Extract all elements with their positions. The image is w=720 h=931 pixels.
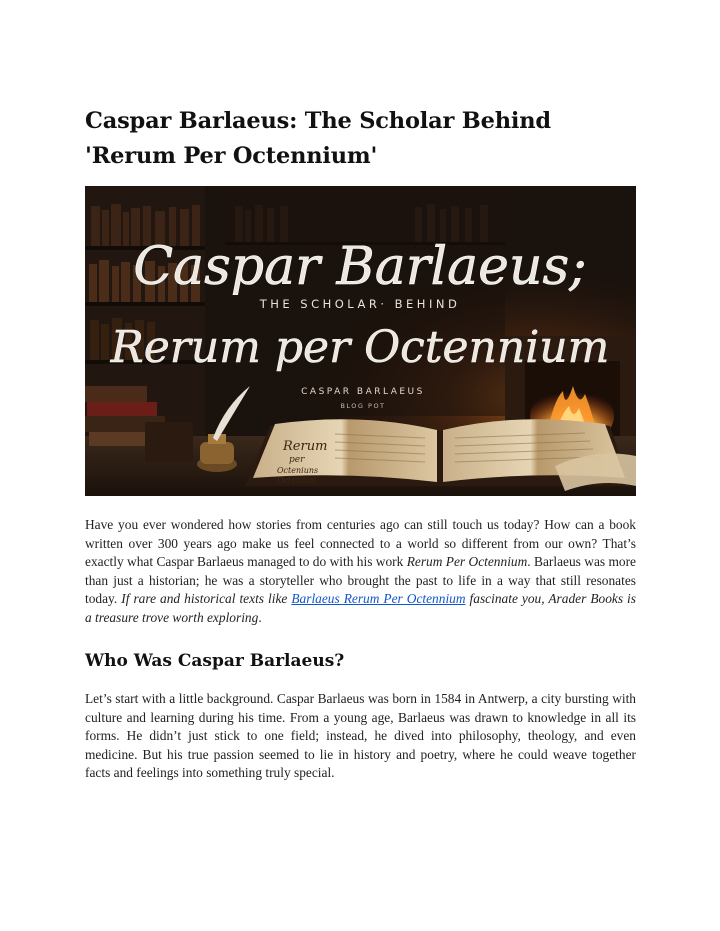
book-page-word-1: Rerum <box>283 439 328 454</box>
hero-subtitle: THE SCHOLAR· BEHIND <box>259 297 461 311</box>
hero-blog-caption: BLOG POT <box>340 402 386 410</box>
intro-end: . <box>258 609 262 625</box>
article <box>85 104 636 783</box>
intro-text-1: Have you ever wondered how stories from centuries ago can still touch us today? How can a book written over 300 years ago make us feel connected to a world so different from our own? That’s exactly what Caspar Barlaeus managed to do with his work <box>85 517 636 569</box>
book-page-word-4: Octenium <box>277 476 317 485</box>
barlaeus-rerum-link[interactable]: Barlaeus Rerum Per Octennium <box>291 591 466 606</box>
hero-script-line-1: Caspar Barlaeus; <box>133 237 587 297</box>
intro-text-2: . Barlaeus was more than just a historian; he was a storyteller who brought the past to life in a way that still resonates today. <box>85 554 637 606</box>
hero-image <box>85 186 636 496</box>
article-title: Caspar Barlaeus: The Scholar Behind 'Rerum Per Octennium' <box>85 108 551 169</box>
book-page-word-3: Octeniuns <box>277 466 319 475</box>
hero-author-caption: CASPAR BARLAEUS <box>301 387 425 397</box>
section-paragraph: Let’s start with a little background. Caspar Barlaeus was born in 1584 in Antwerp, a city bursting with culture and learning during his time. From a young age, Barlaeus was drawn to knowledge in all its forms. He didn’t just stick to one field; instead, he dived into philosophy, theology, and even medicine. But his true passion seemed to lie in history and poetry, where he could weave together facts and feelings into something truly special. <box>85 691 636 780</box>
section-heading: Who Was Caspar Barlaeus? <box>85 651 345 671</box>
intro-work-title: Rerum Per Octennium <box>406 554 528 569</box>
hero-script-line-2: Rerum per Octennium <box>110 322 610 373</box>
intro-italic-1: If rare and historical texts like <box>121 591 292 606</box>
book-page-word-2: per <box>289 455 305 465</box>
intro-italic-2: fascinate you, Arader Books is a treasure trove worth exploring <box>85 591 636 625</box>
intro-paragraph <box>85 516 636 627</box>
